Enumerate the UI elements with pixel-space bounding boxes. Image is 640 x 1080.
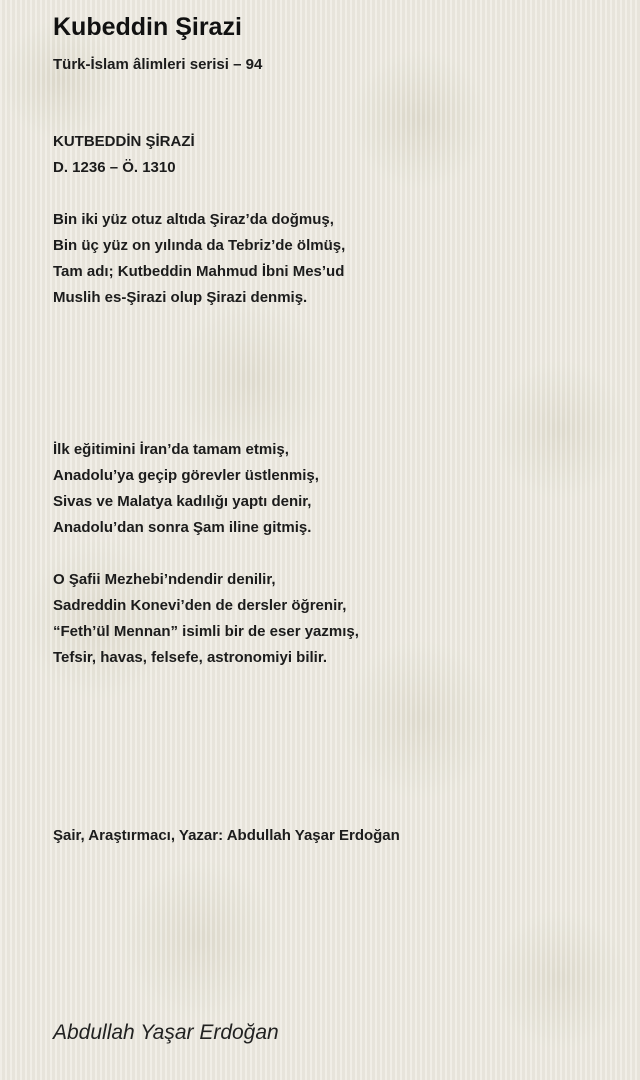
stanza-line: Muslih es-Şirazi olup Şirazi denmiş.	[53, 289, 308, 306]
poem-title: Kubeddin Şirazi	[53, 13, 242, 41]
author-credit: Şair, Araştırmacı, Yazar: Abdullah Yaşar Erdoğan	[53, 827, 400, 844]
poem-header-dates: D. 1236 – Ö. 1310	[53, 159, 176, 176]
stanza-line: Sadreddin Konevi’den de dersler öğrenir,	[53, 597, 347, 614]
stanza-line: Bin üç yüz on yılında da Tebriz’de ölmüş,	[53, 237, 346, 254]
poem-subtitle: Türk-İslam âlimleri serisi – 94	[53, 56, 263, 73]
stanza-2	[53, 437, 319, 541]
stanza-line: “Feth’ül Mennan” isimli bir de eser yazmış,	[53, 623, 359, 640]
stanza-3	[53, 567, 359, 671]
stanza-line: Tam adı; Kutbeddin Mahmud İbni Mes’ud	[53, 263, 345, 280]
stanza-line: Anadolu’ya geçip görevler üstlenmiş,	[53, 467, 319, 484]
stanza-1	[53, 207, 345, 311]
stanza-line: Tefsir, havas, felsefe, astronomiyi bilir.	[53, 649, 327, 666]
stanza-line: Bin iki yüz otuz altıda Şiraz’da doğmuş,	[53, 211, 334, 228]
stanza-line: Sivas ve Malatya kadılığı yaptı denir,	[53, 493, 312, 510]
poem-header-block	[53, 129, 195, 181]
stanza-line: İlk eğitimini İran’da tamam etmiş,	[53, 441, 289, 458]
stanza-line: O Şafii Mezhebi’ndendir denilir,	[53, 571, 276, 588]
author-signature: Abdullah Yaşar Erdoğan	[53, 1021, 279, 1044]
stanza-line: Anadolu’dan sonra Şam iline gitmiş.	[53, 519, 312, 536]
poem-header-name: KUTBEDDİN ŞİRAZİ	[53, 133, 195, 150]
